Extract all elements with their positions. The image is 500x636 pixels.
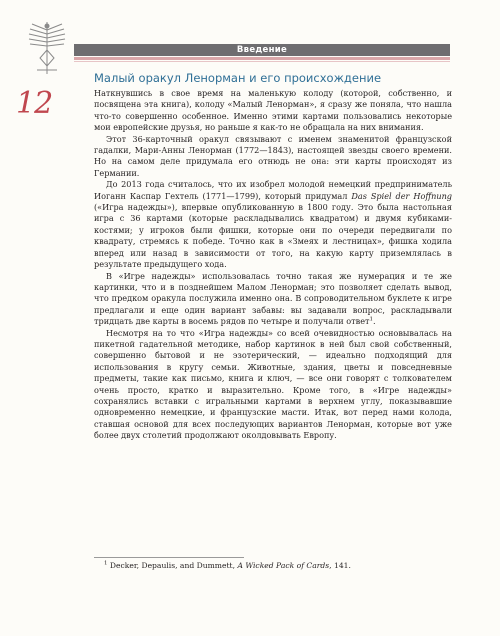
paragraph-3-lead: До 2013 года считалось, что их изобрел молодой немецкий предприниматель Иоганн Каспар Гехтель (1771—1799), который придумал	[94, 179, 452, 201]
paragraph-1: Наткнувшись в свое время на маленькую колоду (которой, собственно, и посвящена эта книга), колоду «Малый Ленорман», я сразу же поняла, что нашла что-то совершенно особенное. Именно этими картами пользовались некоторые мои европейские друзья, но раньше я как-то не обращала на них внимания.	[94, 88, 452, 133]
section-label: Введение	[236, 45, 288, 55]
page-number: 12	[16, 86, 53, 121]
section-header-bar	[74, 44, 450, 56]
paragraph-3	[94, 179, 452, 270]
footnote	[104, 561, 454, 571]
footnote-book-title: A Wicked Pack of Cards	[237, 561, 330, 570]
game-title: Das Spiel der Hoffnung	[351, 190, 453, 201]
header-divider	[74, 57, 450, 60]
winged-ornament-icon	[22, 20, 72, 76]
chapter-title: Малый оракул Ленорман и его происхождение	[94, 71, 382, 85]
footnote-divider	[94, 557, 244, 558]
paragraph-3-rest: («Игра надежды»), впервые опубликованную в 1800 году. Это была настольная игра с 36 картами (которые раскладывались квадратом) и двумя кубиками-костями; у игроков были фишки, которые они по очереди передвигали по квадрату, стремясь к победе. Точно как в «Змеях и лестницах», фишка ходила вперед или назад в зависимости от того, на какую карту приземлялась в результате предыдущего хода.	[94, 202, 452, 270]
body-text	[94, 88, 452, 442]
paragraph-4-text: В «Игре надежды» использовалась точно такая же нумерация и те же картинки, что и в позднейшем Малом Ленорман; это позволяет сделать вывод, что предком оракула послужила именно она. В сопроводительном буклете к игре предлагали и еще один вариант забавы: вы задавали вопрос, раскладывали тридцать две карты в восемь рядов по четыре и получали ответ	[94, 270, 452, 327]
footnote-authors: Decker, Depaulis, and Dummett,	[109, 561, 236, 570]
footnote-marker: 1	[104, 560, 108, 567]
paragraph-4: В «Игре надежды» использовалась точно такая же нумерация и те же картинки, что и в позднейшем Малом Ленорман; это позволяет сделать вывод, что предком оракула послужила именно она. В сопроводительном буклете к игре предлагали и еще один вариант забавы: вы задавали вопрос, раскладывали тридцать две карты в восемь рядов по четыре и получали ответ$^1$.	[94, 270, 452, 327]
footnote-pages: , 141.	[329, 561, 351, 570]
paragraph-2: Этот 36-карточный оракул связывают с именем знаменитой французской гадалки, Мари-Анны Ленорман (1772—1843), настоящей звезды своего времени. Но на самом деле придумала его отнюдь не она: эти карты происходят из Германии.	[94, 133, 452, 178]
paragraph-5: Несмотря на то что «Игра надежды» со всей очевидностью основывалась на пикетной гадательной методике, набор картинок в ней был свой собственный, совершенно бытовой и не эзотерический, — идеально подходящий для использования в кругу семьи. Животные, здания, цветы и повседневные предметы, такие как письмо, книга и ключ, — все они говорят с толкователем очень просто, кратко и выразительно. Кроме того, в «Игре надежды» сохранялись вставки с игральными картами в верхнем углу, показывавшие одновременно немецкие, и французские масти. Итак, вот перед нами колода, ставшая основой для всех последующих вариантов Ленорман, которые вот уже более двух столетий продолжают околдовывать Европу.	[94, 327, 452, 441]
header-divider-thin	[74, 61, 450, 62]
footnote-reference: 1	[369, 316, 374, 323]
